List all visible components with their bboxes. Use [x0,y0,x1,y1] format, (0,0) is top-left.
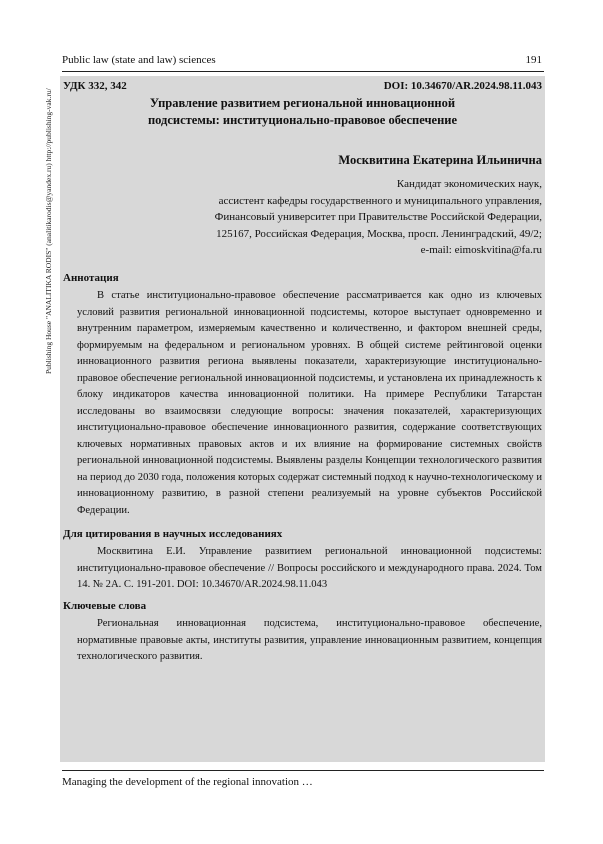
keywords-text: Региональная инновационная подсистема, институционально-правовое обеспечение, нормативные правовые акты, институты развития, управление инновационным развитием, концепция технологического развития. [77,618,542,662]
affiliation-line: Финансовый университет при Правительстве Российской Федерации, [214,211,542,223]
page-number: 191 [525,54,542,66]
title-line: Управление развитием региональной инновационной [149,96,456,110]
keywords-heading: Ключевые слова [63,600,147,612]
affiliation-line: Кандидат экономических наук, [396,178,542,190]
title-line: подсистемы: институционально-правовое обеспечение [147,113,458,127]
publisher-sidebar [44,84,60,374]
publisher-text: Publishing House "ANALITIKA RODIS" (analitikarodis@yandex.ru) http://publishing-vak.ru/ [44,88,53,374]
doi-identifier: DOI: 10.34670/AR.2024.98.11.043 [383,80,542,92]
header-divider [62,71,544,72]
udk-code: УДК 332, 342 [63,80,127,92]
author-affiliation [112,176,542,259]
running-header [62,54,542,66]
abstract-text: В статье институционально-правовое обеспечение рассматривается как одно из ключевых условий развития региональной инновационной подсистемы, которое выступает одновременно и внутренним параметром, измеряемым качественно и количественно, и фактором внешней среды, формируемым на федеральном и региональном уровнях. В общей системе рейтинговой оценки инновационного развития региона выявлены показатели, характеризующие институционально-правовое обеспечение региональной инновационной подсистемы, и установлена их принадлежность к блоку индикаторов качества инновационной политики. На примере Республики Татарстан исследованы во взаимосвязи следующие вопросы: значения показателей, характеризующих институционально-правовое обеспечение инновационного развития, содержание соответствующих ключевых нормативных правовых актов и их влияние на формирование системных свойств региональной инновационной подсистемы. Выявлены разделы Концепции технологического развития на период до 2030 года, положения которых содержат системный подход к научно-технологическому и инновационному развитию, в разной степени реализуемый на уровне субъектов Российской Федерации. [77,290,542,516]
running-footer: Managing the development of the regional innovation … [62,776,313,788]
affiliation-line: ассистент кафедры государственного и муниципального управления, [218,194,542,207]
journal-name: Public law (state and law) sciences [62,54,216,66]
affiliation-line: 125167, Российская Федерация, Москва, просп. Ленинградский, 49/2; [216,227,542,240]
abstract-heading: Аннотация [63,272,119,284]
author-email: e-mail: eimoskvitina@fa.ru [420,244,542,256]
citation-heading: Для цитирования в научных исследованиях [63,528,283,540]
footer-divider [62,770,544,771]
citation-text: Москвитина Е.И. Управление развитием региональной инновационной подсистемы: институционально-правовое обеспечение // Вопросы российского и международного права. 2024. Том 14. № 2А. С. 191-201. DOI: 10.34670/AR.2024.98.11.043 [77,546,542,590]
author-name: Москвитина Екатерина Ильинична [338,153,542,167]
article-title [90,95,515,129]
